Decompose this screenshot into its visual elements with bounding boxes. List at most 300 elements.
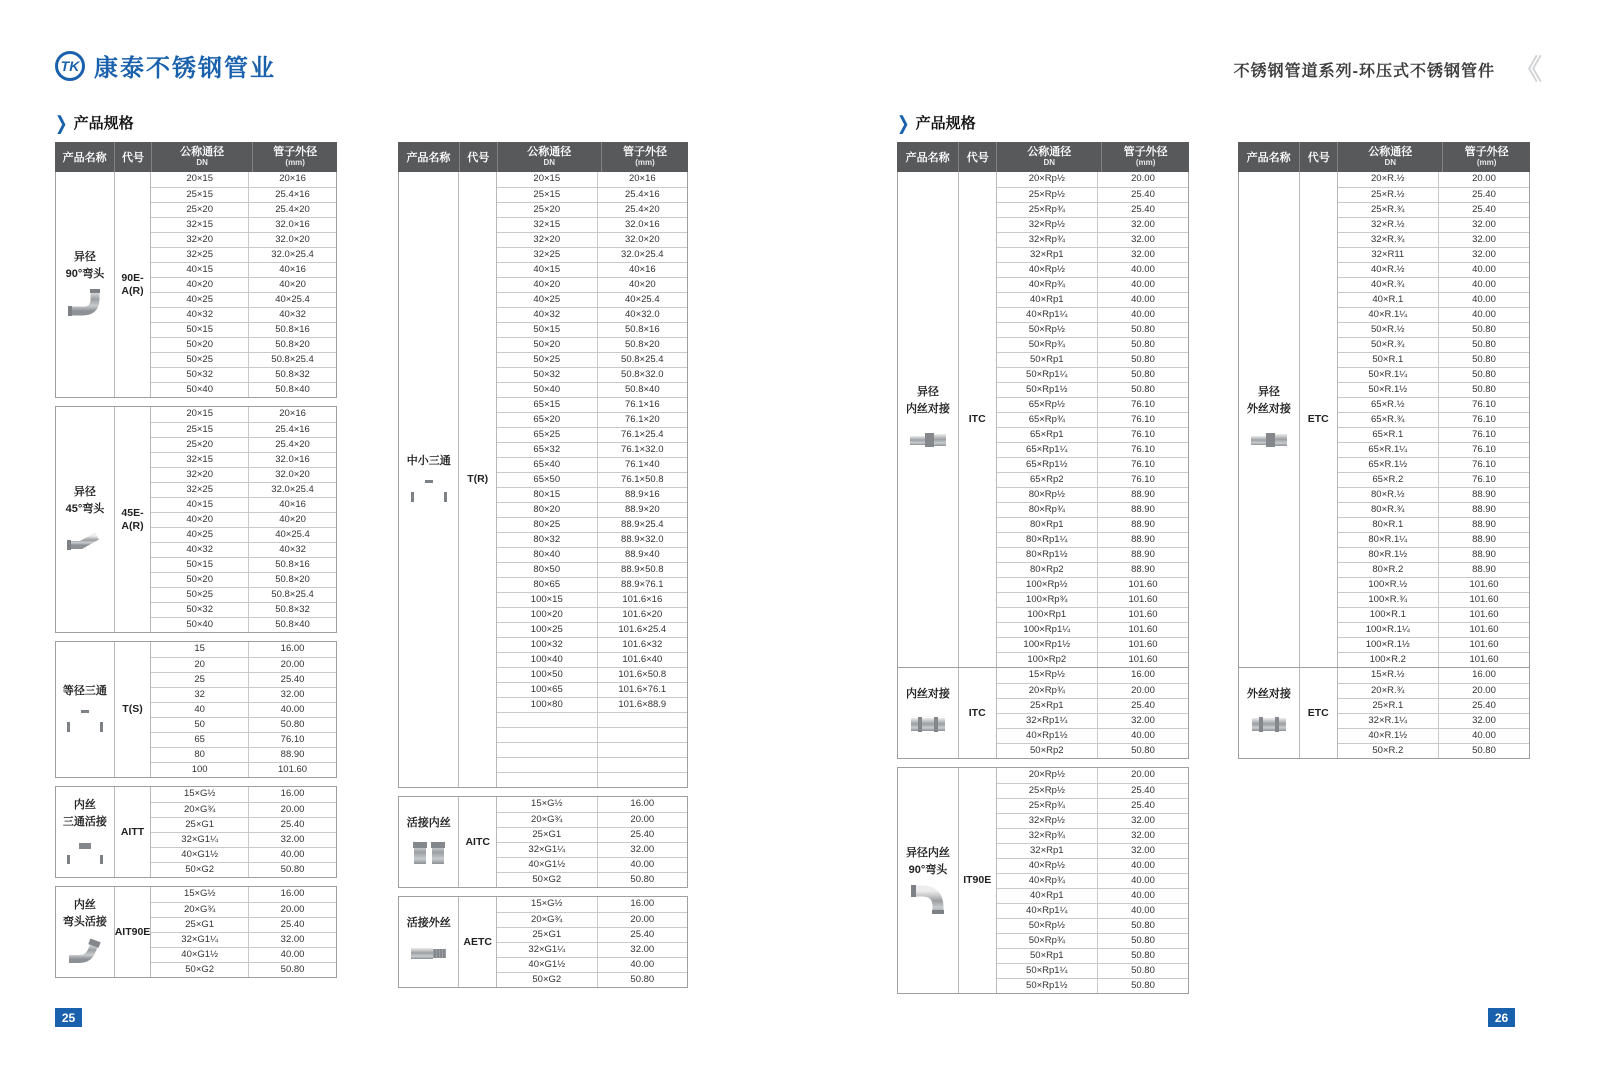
od-cell: 40×16: [628, 264, 656, 275]
table-row: [997, 683, 1188, 698]
table-row: [1338, 262, 1529, 277]
dn-cell: 50: [151, 718, 249, 732]
od-cell: 76.10: [1131, 414, 1155, 425]
product-code-cell: ITC: [959, 172, 997, 667]
od-cell: 101.6×40: [622, 654, 663, 665]
od-cell: 40×32: [279, 309, 306, 320]
table-row: [151, 307, 336, 322]
od-cell: 32.0×20: [275, 469, 310, 480]
table-row: [151, 482, 336, 497]
table-row: [997, 843, 1188, 858]
od-cell: 20×16: [279, 408, 306, 419]
dn-cell: 100×40: [497, 653, 598, 667]
product-photo-tee: [403, 474, 455, 506]
dn-cell: 20×R.½: [1338, 172, 1439, 187]
table-row: [151, 292, 336, 307]
od-cell: 88.9×50.8: [621, 564, 664, 575]
product-code-cell: IT90E: [959, 768, 997, 993]
dn-cell: 32×R11: [1338, 248, 1439, 262]
table-row: [151, 572, 336, 587]
table-row: [1338, 292, 1529, 307]
dn-cell: 80×R.¾: [1338, 503, 1439, 517]
od-cell: 25.40: [280, 674, 305, 685]
spec-table-header: [1238, 142, 1530, 172]
table-row: [497, 712, 687, 727]
table-row: [497, 487, 687, 502]
chevron-right-icon: ❯: [897, 112, 910, 134]
od-cell: 32.00: [1131, 249, 1155, 260]
dn-cell: 40×Rp¾: [997, 278, 1098, 292]
table-row: [151, 232, 336, 247]
table-row: [497, 502, 687, 517]
table-row: [497, 972, 687, 987]
table-row: [997, 307, 1188, 322]
table-row: [497, 682, 687, 697]
spec-table-column-4: [1238, 142, 1530, 759]
od-cell: 88.9×32.0: [621, 534, 664, 545]
od-cell: 25.40: [1131, 800, 1155, 811]
table-row: [997, 247, 1188, 262]
od-cell: 50.80: [1131, 339, 1155, 350]
od-cell: 32.00: [1131, 234, 1155, 245]
dn-cell: 50×Rp½: [997, 919, 1098, 933]
dn-cell: 65×Rp2: [997, 473, 1098, 487]
product-photo-coupling: [1243, 707, 1295, 739]
dn-cell: 25×G1: [151, 918, 249, 932]
dn-cell: 40×25: [151, 528, 249, 542]
od-cell: 32.00: [630, 944, 655, 955]
dn-cell: 100×Rp2: [997, 653, 1098, 667]
dn-cell: 40×R.1: [1338, 293, 1439, 307]
dn-cell: 65×R.2: [1338, 473, 1439, 487]
table-row: [151, 932, 336, 947]
table-row: [1338, 457, 1529, 472]
table-row: [497, 592, 687, 607]
dn-cell: 20×G¾: [497, 813, 598, 827]
od-cell: 50.80: [1131, 950, 1155, 961]
product-name-cell: 活接内丝: [399, 797, 459, 887]
table-row: [997, 382, 1188, 397]
dn-cell: 65×25: [497, 428, 598, 442]
od-cell: 32.0×20: [275, 234, 310, 245]
table-row: [497, 247, 687, 262]
product-name-cell: 异径 内丝对接: [898, 172, 959, 667]
od-cell: 40.00: [1131, 890, 1155, 901]
section-heading-right: [897, 112, 976, 133]
product-name-cell: 异径 45°弯头: [56, 407, 115, 632]
od-cell: 20.00: [1131, 769, 1155, 780]
dn-cell: 100×65: [497, 683, 598, 697]
spec-section: [56, 172, 336, 397]
column-header-code: 代号: [114, 142, 151, 172]
spec-table-header: [398, 142, 688, 172]
table-row: [997, 903, 1188, 918]
od-cell: 50.80: [630, 874, 655, 885]
spec-rows: [151, 787, 336, 877]
table-row: [997, 352, 1188, 367]
dn-cell: 50×25: [151, 588, 249, 602]
dn-cell: 80×65: [497, 578, 598, 592]
od-cell: 40×32: [279, 544, 306, 555]
od-cell: 88.90: [1131, 534, 1155, 545]
table-row: [997, 622, 1188, 637]
od-cell: 50.80: [1131, 965, 1155, 976]
dn-cell: 40×32: [497, 308, 598, 322]
table-row: [1338, 517, 1529, 532]
dn-cell: 50×G2: [151, 863, 249, 877]
od-cell: 25.40: [1131, 785, 1155, 796]
od-cell: 101.60: [1469, 639, 1499, 650]
od-cell: 50.80: [630, 974, 655, 985]
dn-cell: 32×15: [151, 218, 249, 232]
dn-cell: 100×R.¾: [1338, 593, 1439, 607]
dn-cell: 40×20: [497, 278, 598, 292]
od-cell: 25.4×20: [275, 204, 310, 215]
table-row: [151, 277, 336, 292]
table-row: [497, 667, 687, 682]
od-cell: 50.80: [1131, 384, 1155, 395]
od-cell: 50.80: [280, 964, 305, 975]
table-row: [151, 367, 336, 382]
od-cell: 50.80: [1131, 980, 1155, 991]
od-cell: 40×25.4: [275, 294, 310, 305]
od-cell: 88.90: [1131, 504, 1155, 515]
od-cell: [598, 758, 687, 772]
od-cell: 76.10: [1472, 474, 1496, 485]
od-cell: 50.80: [1472, 369, 1496, 380]
dn-cell: 50×Rp1½: [997, 383, 1098, 397]
table-row: [1338, 652, 1529, 667]
od-cell: 101.60: [1128, 639, 1158, 650]
spec-table-block: [55, 406, 337, 633]
table-row: [997, 873, 1188, 888]
dn-cell: 50×32: [151, 603, 249, 617]
dn-cell: 50×25: [151, 353, 249, 367]
table-row: [1338, 307, 1529, 322]
od-cell: 16.00: [630, 898, 655, 909]
dn-cell: 50×Rp1¼: [997, 368, 1098, 382]
table-row: [497, 442, 687, 457]
table-row: [997, 412, 1188, 427]
spec-table-column-2: [398, 142, 688, 988]
spec-rows: [997, 172, 1188, 667]
table-row: [497, 547, 687, 562]
od-cell: 40.00: [1472, 264, 1496, 275]
table-row: [1338, 698, 1529, 713]
column-header-od: 管子外径 (mm): [601, 142, 688, 172]
table-row: [151, 542, 336, 557]
dn-cell: 25×Rp¾: [997, 799, 1098, 813]
column-header-dn: 公称通径 DN: [1337, 142, 1442, 172]
od-cell: 32.00: [280, 834, 305, 845]
od-cell: 40.00: [1472, 309, 1496, 320]
spec-section: [399, 797, 687, 887]
table-row: [497, 772, 687, 787]
dn-cell: 65×R.¾: [1338, 413, 1439, 427]
dn-cell: 20×15: [497, 172, 598, 187]
dn-cell: 32×Rp1: [997, 844, 1098, 858]
table-row: [497, 897, 687, 912]
dn-cell: 100×R.1¼: [1338, 623, 1439, 637]
od-cell: 76.10: [1131, 429, 1155, 440]
dn-cell: 50×Rp1: [997, 949, 1098, 963]
od-cell: 76.10: [1472, 399, 1496, 410]
od-cell: 40×20: [628, 279, 656, 290]
table-row: [151, 337, 336, 352]
table-row: [151, 217, 336, 232]
dn-cell: 65: [151, 733, 249, 747]
od-cell: 50.8×16: [625, 324, 660, 335]
od-cell: 32.0×25.4: [271, 484, 314, 495]
spec-table-column-3: [897, 142, 1189, 994]
od-cell: 32.0×16: [275, 219, 310, 230]
table-row: [151, 172, 336, 187]
dn-cell: 50×Rp1: [997, 353, 1098, 367]
od-cell: 50.80: [280, 864, 305, 875]
od-cell: 40×20: [279, 279, 306, 290]
table-row: [497, 517, 687, 532]
dn-cell: 50×G2: [497, 873, 598, 887]
table-row: [497, 277, 687, 292]
dn-cell: 32×G1¼: [497, 843, 598, 857]
table-row: [997, 918, 1188, 933]
dn-cell: 40×32: [151, 543, 249, 557]
chevron-right-icon: ❯: [55, 112, 68, 134]
table-row: [151, 657, 336, 672]
table-row: [497, 697, 687, 712]
od-cell: 101.6×76.1: [618, 684, 667, 695]
table-row: [997, 187, 1188, 202]
od-cell: 25.40: [280, 919, 305, 930]
table-row: [497, 172, 687, 187]
table-row: [1338, 743, 1529, 758]
table-row: [497, 412, 687, 427]
table-row: [497, 607, 687, 622]
table-row: [1338, 427, 1529, 442]
dn-cell: 32×Rp½: [997, 218, 1098, 232]
od-cell: 20.00: [1131, 685, 1155, 696]
table-row: [151, 902, 336, 917]
od-cell: 50.8×40: [275, 619, 310, 630]
table-row: [497, 202, 687, 217]
table-row: [997, 502, 1188, 517]
table-row: [1338, 217, 1529, 232]
product-code-cell: 45E- A(R): [115, 407, 151, 632]
od-cell: 25.40: [1472, 700, 1496, 711]
od-cell: [598, 743, 687, 757]
dn-cell: 65×Rp¾: [997, 413, 1098, 427]
od-cell: 101.6×88.9: [618, 699, 667, 710]
dn-cell: 40×G1½: [497, 958, 598, 972]
od-cell: 16.00: [280, 643, 305, 654]
dn-cell: 50×40: [497, 383, 598, 397]
spec-rows: [1338, 172, 1529, 667]
od-cell: 101.60: [1128, 654, 1158, 665]
spec-rows: [497, 797, 687, 887]
product-code-cell: AITC: [459, 797, 496, 887]
dn-cell: 50×15: [151, 323, 249, 337]
dn-cell: 80: [151, 748, 249, 762]
spec-rows: [997, 768, 1188, 993]
dn-cell: 80×R.1: [1338, 518, 1439, 532]
table-row: [497, 562, 687, 577]
dn-cell: 25×Rp¾: [997, 203, 1098, 217]
od-cell: 20×16: [279, 173, 306, 184]
product-photo-coupling: [902, 707, 954, 739]
dn-cell: 100×Rp¾: [997, 593, 1098, 607]
table-row: [497, 872, 687, 887]
table-row: [151, 382, 336, 397]
table-row: [497, 797, 687, 812]
dn-cell: 40×15: [497, 263, 598, 277]
dn-cell: 50×R.½: [1338, 323, 1439, 337]
dn-cell: 80×40: [497, 548, 598, 562]
table-row: [1338, 232, 1529, 247]
spec-rows: [151, 172, 336, 397]
product-code-cell: T(R): [459, 172, 496, 787]
od-cell: 40.00: [630, 959, 655, 970]
od-cell: 40.00: [1131, 730, 1155, 741]
page-number-left: 25: [55, 1008, 82, 1027]
od-cell: 50.80: [1472, 339, 1496, 350]
spec-rows: [151, 642, 336, 777]
table-row: [497, 757, 687, 772]
product-name-cell: 内丝 三通活接: [56, 787, 115, 877]
table-row: [1338, 532, 1529, 547]
table-row: [997, 637, 1188, 652]
spec-rows: [151, 887, 336, 977]
dn-cell: 50×20: [151, 573, 249, 587]
dn-cell: 32×25: [151, 248, 249, 262]
od-cell: 50.8×20: [275, 574, 310, 585]
spec-table-block: [55, 172, 337, 398]
page-number-right: 26: [1488, 1008, 1515, 1027]
dn-cell: 65×Rp1¼: [997, 443, 1098, 457]
dn-cell: 40×Rp1½: [997, 729, 1098, 743]
spec-section: [898, 172, 1188, 667]
od-cell: 25.40: [1131, 700, 1155, 711]
od-cell: 101.6×16: [622, 594, 663, 605]
column-header-product-name: 产品名称: [406, 152, 451, 164]
dn-cell: 32: [151, 688, 249, 702]
product-name-cell: 活接外丝: [399, 897, 459, 987]
od-cell: 50.8×32: [275, 604, 310, 615]
od-cell: 20.00: [280, 804, 305, 815]
dn-cell: 65×50: [497, 473, 598, 487]
table-row: [151, 557, 336, 572]
od-cell: 101.60: [1469, 624, 1499, 635]
od-cell: 32.00: [1472, 219, 1496, 230]
table-row: [997, 172, 1188, 187]
dn-cell: 65×Rp1½: [997, 458, 1098, 472]
product-code-cell: ETC: [1300, 172, 1338, 667]
od-cell: 101.60: [1469, 609, 1499, 620]
od-cell: 50.80: [1131, 935, 1155, 946]
dn-cell: 32×R.¾: [1338, 233, 1439, 247]
table-row: [997, 322, 1188, 337]
od-cell: 40.00: [1472, 294, 1496, 305]
od-cell: 101.60: [1469, 654, 1499, 665]
od-cell: 20.00: [630, 914, 655, 925]
product-photo-elbow-union: [59, 935, 111, 967]
dn-cell: 32×G1¼: [497, 943, 598, 957]
od-cell: 76.10: [1131, 474, 1155, 485]
spec-table-block: [1238, 172, 1530, 759]
dn-cell: 20×15: [151, 407, 249, 422]
dn-cell: 50×20: [151, 338, 249, 352]
dn-cell: 100×R.½: [1338, 578, 1439, 592]
od-cell: 101.60: [1128, 609, 1158, 620]
dn-cell: [497, 758, 598, 772]
dn-cell: 100×32: [497, 638, 598, 652]
od-cell: 76.10: [1131, 459, 1155, 470]
od-cell: 50.80: [1131, 920, 1155, 931]
dn-cell: 25×R.½: [1338, 188, 1439, 202]
table-row: [151, 617, 336, 632]
dn-cell: 50×40: [151, 618, 249, 632]
spec-table-block: [55, 886, 337, 978]
table-row: [497, 827, 687, 842]
dn-cell: 32×Rp1: [997, 248, 1098, 262]
table-row: [497, 322, 687, 337]
dn-cell: 25×15: [497, 188, 598, 202]
od-cell: 20.00: [280, 659, 305, 670]
dn-cell: 50×R.1: [1338, 353, 1439, 367]
chevron-left-icon: 《: [1513, 54, 1542, 85]
od-cell: 88.90: [1472, 504, 1496, 515]
table-row: [497, 217, 687, 232]
table-row: [497, 307, 687, 322]
od-cell: 40.00: [1131, 905, 1155, 916]
table-row: [497, 727, 687, 742]
od-cell: 50.8×40: [625, 384, 660, 395]
od-cell: 76.10: [1472, 429, 1496, 440]
section-heading-label: 产品规格: [73, 115, 134, 132]
od-cell: 101.60: [1469, 579, 1499, 590]
od-cell: 40.00: [280, 849, 305, 860]
table-row: [1338, 172, 1529, 187]
table-row: [497, 187, 687, 202]
od-cell: 76.1×16: [625, 399, 660, 410]
spec-section: [399, 172, 687, 787]
spec-section: [56, 642, 336, 777]
table-row: [997, 337, 1188, 352]
dn-cell: 100×Rp½: [997, 578, 1098, 592]
table-row: [497, 857, 687, 872]
table-row: [497, 367, 687, 382]
table-row: [497, 652, 687, 667]
table-row: [151, 322, 336, 337]
column-header-dn: 公称通径 DN: [497, 142, 601, 172]
table-row: [497, 637, 687, 652]
dn-cell: 100×25: [497, 623, 598, 637]
table-row: [497, 742, 687, 757]
product-name-cell: 异径 90°弯头: [56, 172, 115, 397]
company-logo: [55, 48, 276, 83]
od-cell: 40.00: [280, 949, 305, 960]
table-row: [497, 532, 687, 547]
dn-cell: 80×50: [497, 563, 598, 577]
od-cell: 25.40: [1131, 204, 1155, 215]
dn-cell: 80×R.1½: [1338, 548, 1439, 562]
table-row: [497, 957, 687, 972]
od-cell: 50.8×25.4: [271, 589, 314, 600]
dn-cell: 40×25: [497, 293, 598, 307]
od-cell: 16.00: [630, 798, 655, 809]
dn-cell: 20×15: [151, 172, 249, 187]
dn-cell: 40×15: [151, 263, 249, 277]
table-row: [997, 367, 1188, 382]
